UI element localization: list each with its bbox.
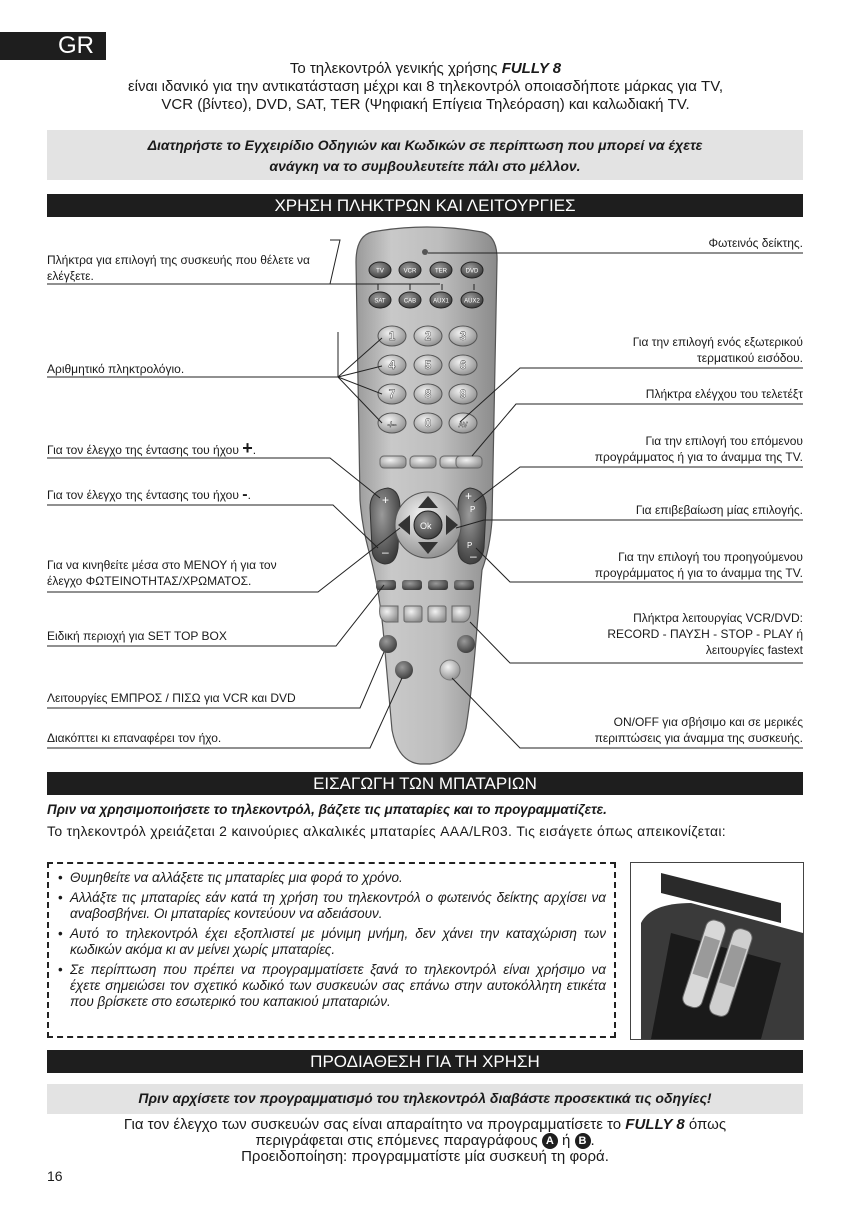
- label-led: Φωτεινός δείκτης.: [708, 236, 803, 250]
- label-device-keys: Πλήκτρα για επιλογή της συσκευής που θέλετε να ελέγξετε.: [47, 253, 310, 283]
- digit-key-label: 4: [388, 358, 396, 372]
- svg-text:+: +: [382, 493, 390, 507]
- language-badge: GR: [0, 32, 106, 60]
- closing-text: Για τον έλεγχο των συσκευών σας είναι απαραίτητο να προγραμματίσετε το FULLY 8 όπως περιγράφεται στις επόμενες παραγράφους A ή B . Προειδοποίηση: προγραμματίστε μία συσκευή τη φορά.: [123, 1116, 727, 1166]
- svg-text:+: +: [465, 489, 473, 503]
- intro-line3: VCR (βίντεο), DVD, SAT, TER (Ψηφιακή Επίγεια Τηλεόραση) και καλωδιακή TV.: [161, 96, 690, 113]
- svg-text:Ok: Ok: [420, 521, 432, 531]
- section-title-preparation: ΠΡΟΔΙΑΘΕΣΗ ΓΙΑ ΤΗ ΧΡΗΣΗ: [47, 1050, 803, 1073]
- device-key-label: AUX2: [464, 298, 480, 305]
- label-av: Για την επιλογή ενός εξωτερικού τερματικού εισόδου.: [632, 335, 803, 365]
- label-teletext: Πλήκτρα ελέγχου του τελετέξτ: [645, 387, 803, 401]
- svg-text:–: –: [470, 549, 477, 563]
- svg-text:P: P: [467, 541, 473, 550]
- intro-line2: είναι ιδανικό για την αντικατάσταση μέχρι και 8 τηλεκοντρόλ οποιασδήποτε μάρκας για TV,: [127, 78, 724, 95]
- device-key-label: CAB: [403, 298, 417, 305]
- digit-key-label: 3: [459, 329, 467, 343]
- page-number: 16: [47, 1168, 63, 1184]
- digit-key-label: 7: [388, 387, 396, 401]
- device-key-label: TV: [376, 268, 384, 275]
- mute-button: [395, 661, 413, 679]
- label-mute: Διακόπτει κι επαναφέρει τον ήχο.: [47, 731, 222, 745]
- navigation-pad: [395, 492, 461, 558]
- digit-key-label: -/--: [387, 422, 397, 429]
- label-set-top-box: Ειδική περιοχή για SET TOP BOX: [47, 629, 227, 643]
- label-volume-down: Για τον έλεγχο της έντασης του ήχου -.: [47, 486, 251, 503]
- list-item: • Αλλάξτε τις μπαταρίες εάν κατά τη χρήση του τηλεκοντρόλ ο φωτεινός δείκτης αρχίσει να αναβοσβήνει. Οι μπαταρίες κοντεύουν να αδειάσουν.: [58, 890, 606, 922]
- label-numeric-keypad: Αριθμητικό πληκτρολόγιο.: [47, 362, 185, 376]
- list-item: • Αυτό το τηλεκοντρόλ έχει εξοπλιστεί με μόνιμη μνήμη, δεν χάνει την καταχώριση των κωδικών ακόμα κι αν μείνει χωρίς μπαταρίες.: [58, 926, 606, 958]
- device-key-label: VCR: [403, 268, 417, 275]
- label-power: ON/OFF για σβήσιμο και σε μερικές περιπτώσεις για άναμμα της συσκευής.: [594, 715, 803, 745]
- digit-key-label: 8: [424, 387, 432, 401]
- label-forward-rewind: Λειτουργίες ΕΜΠΡΟΣ / ΠΙΣΩ για VCR και DVD: [47, 691, 296, 705]
- section-title-keys: ΧΡΗΣΗ ΠΛΗΚΤΡΩΝ ΚΑΙ ΛΕΙΤΟΥΡΓΙΕΣ: [47, 194, 803, 217]
- label-volume-up: Για τον έλεγχο της έντασης του ήχου +.: [47, 438, 257, 458]
- label-vcr-keys: Πλήκτρα λειτουργίας VCR/DVD: RECORD - ΠΑΥΣΗ - STOP - PLAY ή λειτουργίες fastext: [607, 611, 803, 657]
- label-menu-navigation: Για να κινηθείτε μέσα στο ΜΕΝΟΥ ή για τον έλεγχο ΦΩΤΕΙΝΟΤΗΤΑΣ/ΧΡΩΜΑΤΟΣ.: [47, 558, 277, 588]
- list-item: • Θυμηθείτε να αλλάξετε τις μπαταρίες μια φορά το χρόνο.: [58, 870, 606, 886]
- digit-key-label: AV: [458, 422, 468, 429]
- battery-text: Το τηλεκοντρόλ χρειάζεται 2 καινούριες αλκαλικές μπαταρίες AAA/LR03. Τις εισάγετε όπως απεικονίζεται:: [47, 823, 726, 839]
- digit-key-label: 1: [388, 329, 396, 343]
- device-key-label: TER: [435, 268, 447, 275]
- digit-key-label: 0: [424, 416, 432, 430]
- device-key-label: DVD: [465, 268, 479, 275]
- svg-text:P: P: [470, 505, 476, 514]
- battery-compartment-image: [630, 862, 804, 1040]
- power-button: [440, 660, 460, 680]
- preparation-notice: Πριν αρχίσετε τον προγραμματισμό του τηλεκοντρόλ διαβάστε προσεκτικά τις οδηγίες!: [47, 1084, 803, 1114]
- device-key-label: SAT: [374, 298, 386, 305]
- product-name: FULLY 8: [501, 60, 562, 77]
- led-indicator: [422, 249, 428, 255]
- svg-text:–: –: [382, 545, 389, 559]
- product-name: FULLY 8: [625, 1116, 685, 1133]
- digit-key-label: 6: [459, 358, 467, 372]
- teletext-buttons: [380, 456, 482, 468]
- label-program-up: Για την επιλογή του επόμενου προγράμματος ή για το άναμμα της TV.: [594, 434, 803, 464]
- battery-heading: Πριν να χρησιμοποιήσετε το τηλεκοντρόλ, βάζετε τις μπαταρίες και το προγραμματίζετε.: [47, 802, 607, 817]
- list-item: • Σε περίπτωση που πρέπει να προγραμματίσετε ξανά το τηλεκοντρόλ είναι χρήσιμο να έχετε σημειώσει τον σχετικό κωδικό των συσκευών σας επάνω στην αυτοκόλλητη ετικέτα που βρίσκετε στο εσωτερικό του καπακιού μπαταριών.: [58, 962, 606, 1010]
- battery-tips-list: [58, 870, 606, 1014]
- intro-line1: Το τηλεκοντρόλ γενικής χρήσης: [289, 60, 502, 77]
- badge-b: B: [575, 1133, 591, 1149]
- digit-key-label: 5: [424, 358, 432, 372]
- digit-key-label: 2: [424, 329, 432, 343]
- label-program-down: Για την επιλογή του προηγούμενου προγράμματος ή για το άναμμα της TV.: [594, 550, 803, 580]
- manual-notice: Διατηρήστε το Εγχειρίδιο Οδηγιών και Κωδικών σε περίπτωση που μπορεί να έχετε ανάγκη να το συμβουλευτείτε πάλι στο μέλλον.: [47, 130, 803, 180]
- device-key-label: AUX1: [433, 298, 449, 305]
- section-title-batteries: ΕΙΣΑΓΩΓΗ ΤΩΝ ΜΠΑΤΑΡΙΩΝ: [47, 772, 803, 795]
- label-ok: Για επιβεβαίωση μίας επιλογής.: [635, 503, 803, 517]
- digit-key-label: 9: [459, 387, 467, 401]
- badge-a: A: [542, 1133, 558, 1149]
